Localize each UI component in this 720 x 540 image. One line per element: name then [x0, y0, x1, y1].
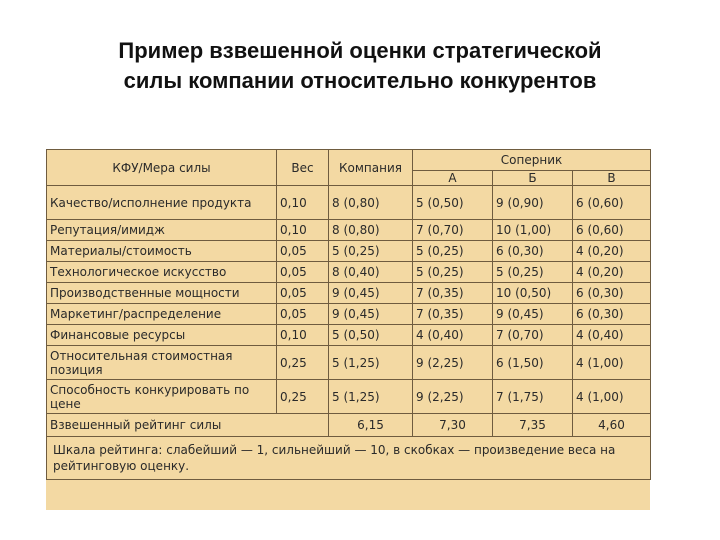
table-row — [47, 220, 651, 241]
rating-scale-note: Шкала рейтинга: слабейший — 1, сильнейший — 10, в скобках — произведение веса на рейтинговую оценку. — [47, 437, 651, 480]
row-company-score: 5 (0,50) — [329, 325, 413, 346]
table-row — [47, 283, 651, 304]
total-rival-c: 4,60 — [573, 414, 651, 437]
header-rival-b: Б — [493, 171, 573, 186]
header-rival: Соперник — [413, 150, 651, 171]
row-company-score: 5 (0,25) — [329, 241, 413, 262]
row-rival-b-score: 5 (0,25) — [493, 262, 573, 283]
row-weight: 0,10 — [277, 325, 329, 346]
row-factor: Финансовые ресурсы — [47, 325, 277, 346]
rating-table-container — [46, 149, 650, 510]
row-rival-a-score: 5 (0,25) — [413, 262, 493, 283]
row-weight: 0,25 — [277, 346, 329, 380]
table-row — [47, 304, 651, 325]
rating-table — [46, 149, 651, 480]
row-rival-a-score: 5 (0,25) — [413, 241, 493, 262]
row-rival-a-score: 4 (0,40) — [413, 325, 493, 346]
row-rival-c-score: 4 (0,20) — [573, 241, 651, 262]
row-factor: Производственные мощности — [47, 283, 277, 304]
row-rival-a-score: 7 (0,35) — [413, 283, 493, 304]
table-row — [47, 241, 651, 262]
row-company-score: 9 (0,45) — [329, 304, 413, 325]
row-factor: Качество/исполнение продукта — [47, 186, 277, 220]
row-rival-b-score: 6 (1,50) — [493, 346, 573, 380]
table-row — [47, 380, 651, 414]
row-weight: 0,25 — [277, 380, 329, 414]
header-row — [47, 150, 651, 171]
header-weight: Вес — [277, 150, 329, 186]
row-rival-b-score: 7 (1,75) — [493, 380, 573, 414]
row-company-score: 8 (0,80) — [329, 220, 413, 241]
row-factor: Материалы/стоимость — [47, 241, 277, 262]
row-company-score: 8 (0,40) — [329, 262, 413, 283]
title-line-2: силы компании относительно конкурентов — [123, 68, 597, 93]
total-row — [47, 414, 651, 437]
row-rival-c-score: 6 (0,30) — [573, 304, 651, 325]
header-company: Компания — [329, 150, 413, 186]
table-row — [47, 346, 651, 380]
row-company-score: 5 (1,25) — [329, 380, 413, 414]
row-rival-a-score: 5 (0,50) — [413, 186, 493, 220]
row-rival-c-score: 4 (0,20) — [573, 262, 651, 283]
note-row — [47, 437, 651, 480]
row-rival-c-score: 4 (0,40) — [573, 325, 651, 346]
row-rival-a-score: 9 (2,25) — [413, 346, 493, 380]
row-factor: Относительная стоимостная позиция — [47, 346, 277, 380]
title-line-1: Пример взвешенной оценки стратегической — [118, 38, 602, 63]
header-rival-c: В — [573, 171, 651, 186]
row-rival-c-score: 4 (1,00) — [573, 346, 651, 380]
row-rival-c-score: 6 (0,60) — [573, 220, 651, 241]
table-row — [47, 262, 651, 283]
row-weight: 0,10 — [277, 220, 329, 241]
row-company-score: 5 (1,25) — [329, 346, 413, 380]
slide-title — [0, 36, 720, 96]
table-row — [47, 186, 651, 220]
row-rival-a-score: 7 (0,70) — [413, 220, 493, 241]
row-weight: 0,10 — [277, 186, 329, 220]
row-company-score: 8 (0,80) — [329, 186, 413, 220]
row-factor: Репутация/имидж — [47, 220, 277, 241]
header-factor: КФУ/Мера силы — [47, 150, 277, 186]
row-rival-b-score: 10 (1,00) — [493, 220, 573, 241]
row-rival-b-score: 6 (0,30) — [493, 241, 573, 262]
row-rival-a-score: 7 (0,35) — [413, 304, 493, 325]
row-company-score: 9 (0,45) — [329, 283, 413, 304]
row-rival-b-score: 9 (0,45) — [493, 304, 573, 325]
total-rival-a: 7,30 — [413, 414, 493, 437]
row-rival-a-score: 9 (2,25) — [413, 380, 493, 414]
row-rival-c-score: 6 (0,30) — [573, 283, 651, 304]
row-weight: 0,05 — [277, 241, 329, 262]
row-rival-c-score: 4 (1,00) — [573, 380, 651, 414]
row-rival-b-score: 9 (0,90) — [493, 186, 573, 220]
table-row — [47, 325, 651, 346]
row-weight: 0,05 — [277, 262, 329, 283]
row-factor: Технологическое искусство — [47, 262, 277, 283]
row-rival-c-score: 6 (0,60) — [573, 186, 651, 220]
row-factor: Способность конкурировать по цене — [47, 380, 277, 414]
row-factor: Маркетинг/распределение — [47, 304, 277, 325]
row-rival-b-score: 7 (0,70) — [493, 325, 573, 346]
total-label: Взвешенный рейтинг силы — [47, 414, 329, 437]
row-weight: 0,05 — [277, 304, 329, 325]
total-rival-b: 7,35 — [493, 414, 573, 437]
total-company: 6,15 — [329, 414, 413, 437]
row-rival-b-score: 10 (0,50) — [493, 283, 573, 304]
row-weight: 0,05 — [277, 283, 329, 304]
header-rival-a: А — [413, 171, 493, 186]
